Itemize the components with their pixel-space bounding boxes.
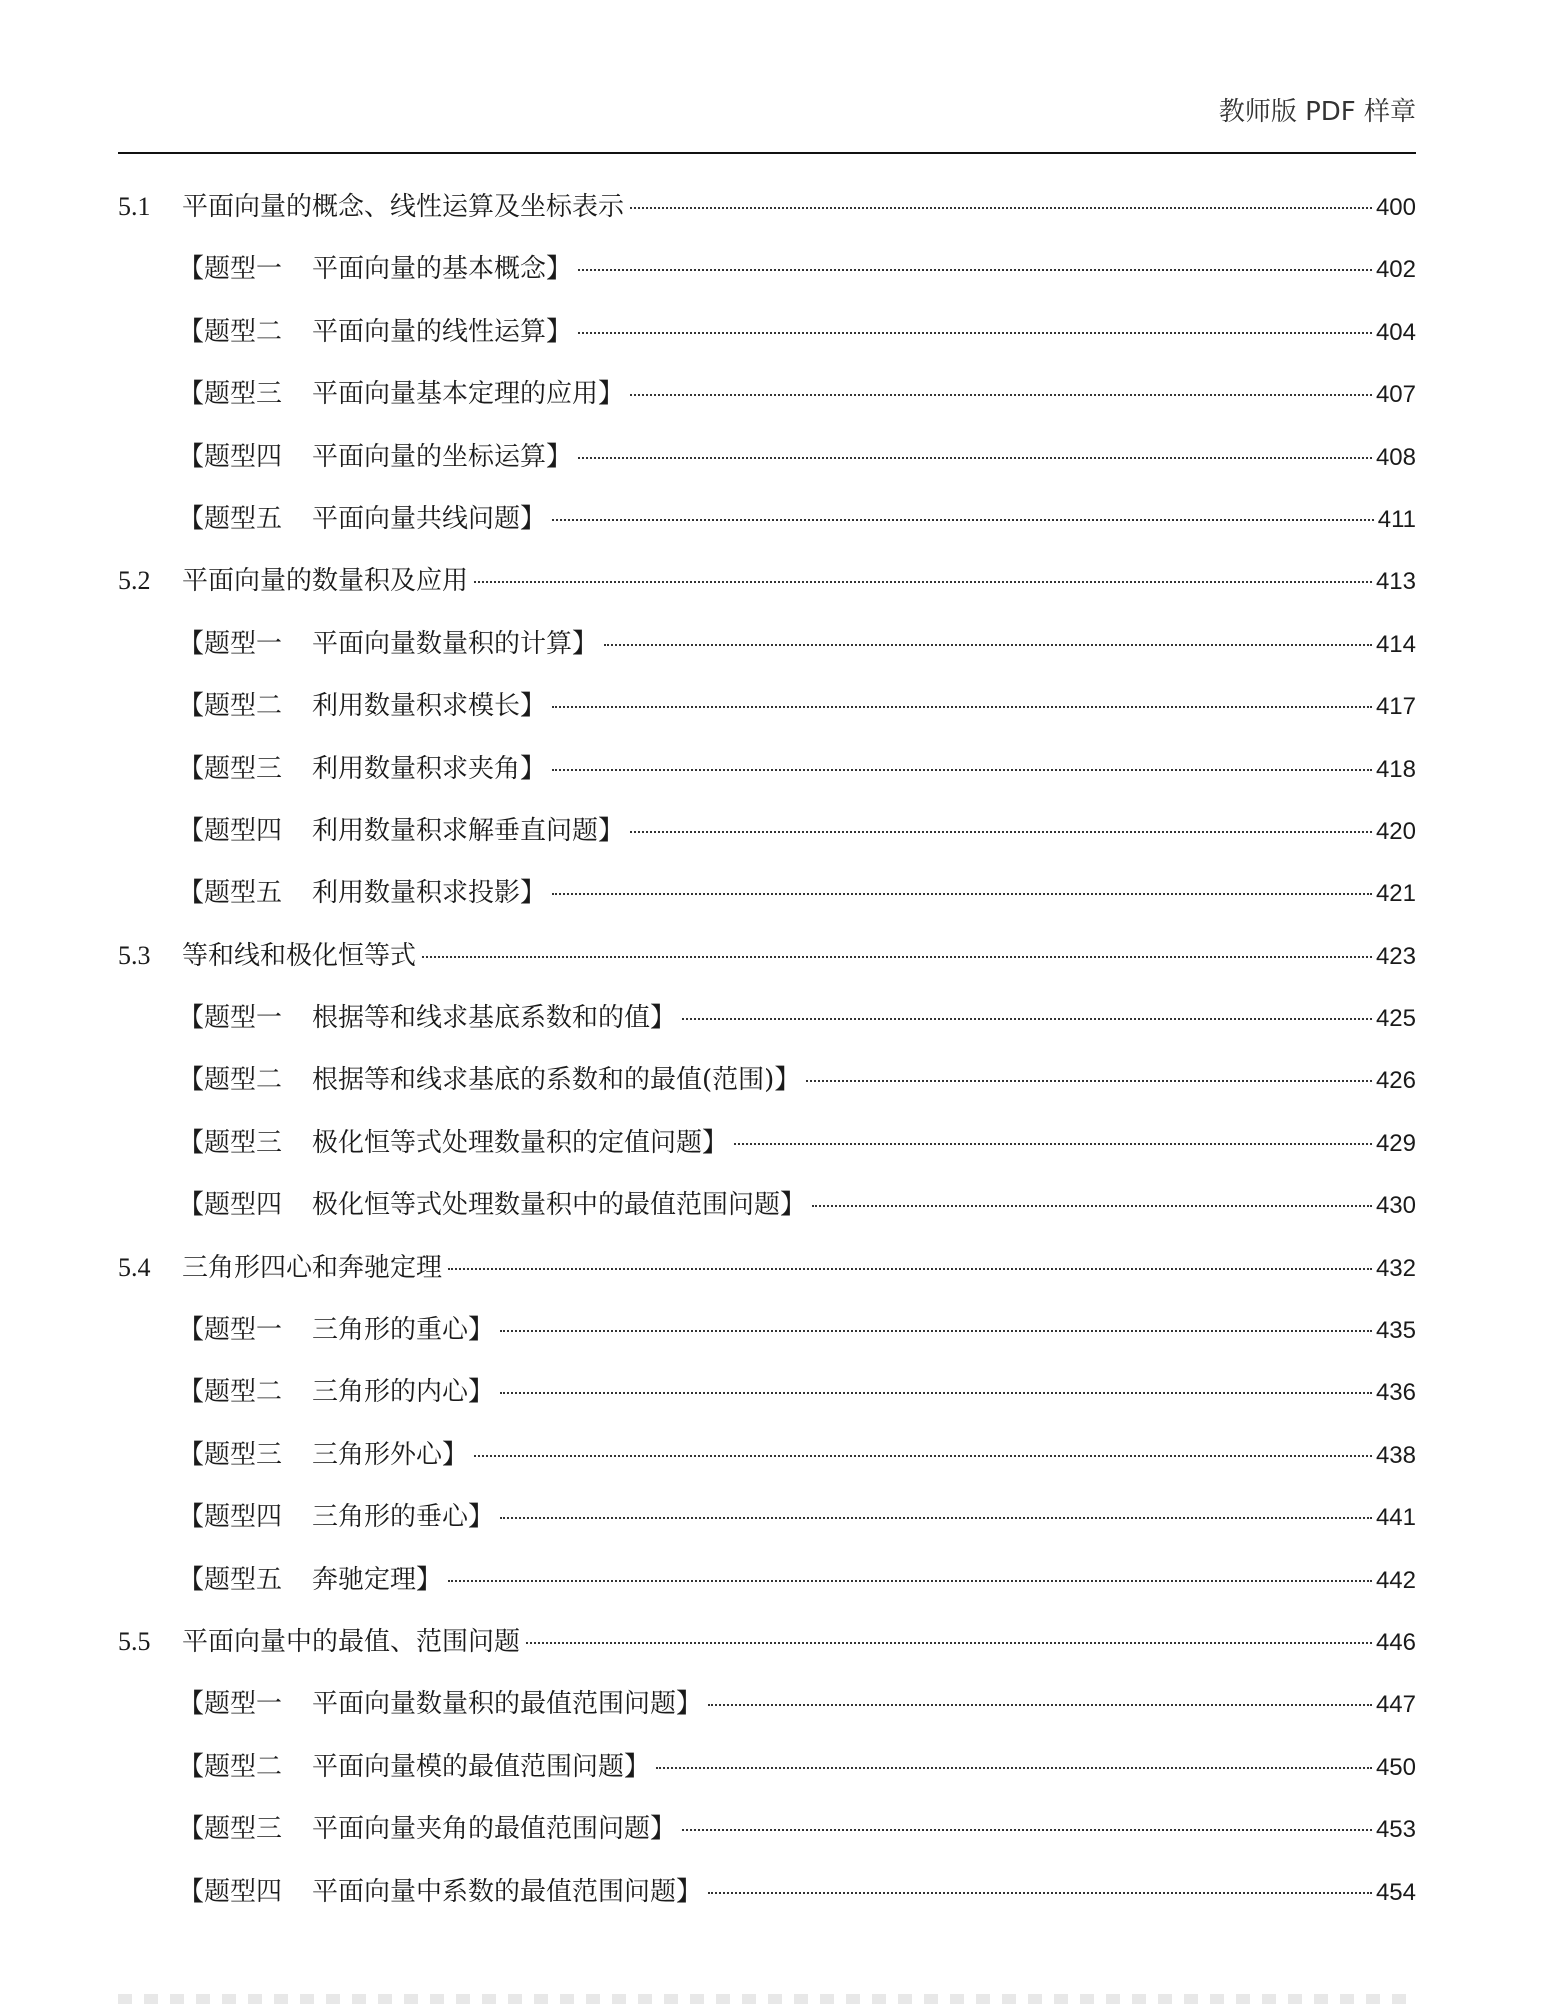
left-bracket: 【 (178, 1439, 205, 1470)
left-bracket: 【 (178, 1377, 205, 1408)
left-bracket: 【 (178, 815, 205, 846)
right-bracket: 】 (650, 1003, 677, 1034)
toc-subentry[interactable] (118, 488, 1416, 550)
right-bracket: 】 (780, 1190, 807, 1221)
dot-leader (578, 268, 1372, 271)
dot-leader (448, 1579, 1372, 1582)
dot-leader (806, 1079, 1372, 1082)
left-bracket: 【 (178, 254, 205, 285)
page-number: 417 (1375, 693, 1416, 721)
page-number: 435 (1375, 1317, 1416, 1345)
question-type-title: 平面向量中系数的最值范围问题 (312, 1876, 677, 1907)
section-number: 5.4 (118, 1252, 151, 1282)
page-number: 454 (1375, 1878, 1416, 1906)
question-type-label: 题型三 (204, 753, 283, 784)
question-type-label: 题型一 (204, 254, 283, 285)
question-type-title: 三角形的内心 (312, 1377, 469, 1408)
toc-section[interactable] (118, 550, 1416, 612)
question-type-title: 三角形的垂心 (312, 1502, 469, 1533)
page-number: 413 (1375, 568, 1416, 596)
question-type-label: 题型五 (204, 1564, 283, 1595)
toc-subentry[interactable] (118, 1299, 1416, 1361)
page-header (118, 92, 1416, 154)
section-number: 5.1 (118, 192, 151, 221)
section-title: 平面向量的概念、线性运算及坐标表示 (182, 192, 625, 222)
section-number: 5.3 (118, 940, 151, 970)
left-bracket: 【 (178, 1003, 205, 1034)
question-type-title: 平面向量的坐标运算 (312, 441, 547, 472)
toc-subentry[interactable] (118, 862, 1416, 924)
question-type-title: 三角形的重心 (312, 1315, 469, 1346)
right-bracket: 】 (774, 1065, 801, 1096)
toc-subentry[interactable] (118, 301, 1416, 363)
page-number: 402 (1375, 256, 1416, 284)
toc-subentry[interactable] (118, 1424, 1416, 1486)
toc-subentry[interactable] (118, 238, 1416, 300)
question-type-label: 题型二 (204, 1065, 283, 1096)
question-type-title: 平面向量夹角的最值范围问题 (312, 1814, 651, 1845)
left-bracket: 【 (178, 1689, 205, 1720)
question-type-title: 利用数量积求模长 (312, 691, 521, 722)
dot-leader (500, 1329, 1372, 1332)
toc-subentry[interactable] (118, 426, 1416, 488)
section-title: 三角形四心和奔驰定理 (182, 1252, 443, 1283)
page-number: 447 (1375, 1691, 1416, 1719)
dot-leader (708, 1703, 1372, 1706)
right-bracket: 】 (520, 503, 547, 534)
question-type-label: 题型一 (204, 628, 283, 659)
left-bracket: 【 (178, 691, 205, 722)
left-bracket: 【 (178, 1190, 205, 1221)
question-type-title: 平面向量共线问题 (312, 503, 521, 534)
right-bracket: 】 (416, 1564, 443, 1595)
question-type-label: 题型三 (204, 1439, 283, 1470)
question-type-title: 平面向量的基本概念 (312, 254, 547, 285)
question-type-title: 奔驰定理 (312, 1564, 417, 1595)
page-number: 438 (1375, 1441, 1416, 1469)
question-type-title: 平面向量的线性运算 (312, 316, 547, 347)
page-number: 420 (1375, 817, 1416, 845)
right-bracket: 】 (468, 1377, 495, 1408)
dot-leader (578, 331, 1372, 334)
right-bracket: 】 (442, 1439, 469, 1470)
left-bracket: 【 (178, 628, 205, 659)
right-bracket: 】 (546, 441, 573, 472)
question-type-title: 根据等和线求基底系数和的值 (312, 1003, 651, 1034)
section-title: 平面向量的数量积及应用 (182, 566, 469, 597)
left-bracket: 【 (178, 441, 205, 472)
right-bracket: 】 (572, 628, 599, 659)
dot-leader (656, 1766, 1372, 1769)
page-number: 450 (1375, 1753, 1416, 1781)
page-number: 400 (1375, 194, 1416, 221)
question-type-title: 平面向量模的最值范围问题 (312, 1751, 625, 1782)
toc-subentry[interactable] (118, 1361, 1416, 1423)
left-bracket: 【 (178, 1502, 205, 1533)
toc-subentry[interactable] (118, 1174, 1416, 1236)
question-type-title: 利用数量积求解垂直问题 (312, 815, 599, 846)
toc-subentry[interactable] (118, 987, 1416, 1049)
page-number: 407 (1375, 381, 1416, 409)
page-number: 411 (1377, 505, 1416, 533)
left-bracket: 【 (178, 1751, 205, 1782)
left-bracket: 【 (178, 316, 205, 347)
dot-leader (552, 518, 1374, 521)
toc-section[interactable] (118, 925, 1416, 987)
left-bracket: 【 (178, 1127, 205, 1158)
dot-leader (552, 768, 1372, 771)
right-bracket: 】 (598, 815, 625, 846)
right-bracket: 】 (520, 691, 547, 722)
question-type-title: 极化恒等式处理数量积中的最值范围问题 (312, 1190, 781, 1221)
right-bracket: 】 (520, 753, 547, 784)
right-bracket: 】 (546, 316, 573, 347)
page-number: 441 (1375, 1504, 1416, 1532)
dot-leader (422, 955, 1372, 958)
question-type-title: 极化恒等式处理数量积的定值问题 (312, 1127, 703, 1158)
section-title: 等和线和极化恒等式 (182, 940, 417, 971)
page-number: 425 (1375, 1005, 1416, 1033)
question-type-label: 题型三 (204, 379, 283, 410)
dot-leader (812, 1204, 1372, 1207)
dot-leader (552, 705, 1372, 708)
question-type-label: 题型二 (204, 1377, 283, 1408)
right-bracket: 】 (598, 379, 625, 410)
question-type-label: 题型五 (204, 503, 283, 534)
section-number: 5.5 (118, 1626, 151, 1656)
page-number: 436 (1375, 1379, 1416, 1407)
page-number: 418 (1375, 755, 1416, 783)
toc-subentry[interactable] (118, 1736, 1416, 1798)
question-type-label: 题型一 (204, 1315, 283, 1346)
left-bracket: 【 (178, 379, 205, 410)
toc-subentry[interactable] (118, 1861, 1416, 1923)
toc-subentry[interactable] (118, 1673, 1416, 1735)
question-type-title: 根据等和线求基底的系数和的最值(范围) (312, 1065, 775, 1096)
toc-section[interactable] (118, 1611, 1416, 1673)
toc-section[interactable] (118, 176, 1416, 238)
question-type-label: 题型二 (204, 1751, 283, 1782)
question-type-label: 题型四 (204, 1876, 283, 1907)
page-number: 404 (1375, 318, 1416, 346)
right-bracket: 】 (676, 1876, 703, 1907)
question-type-title: 平面向量数量积的计算 (312, 628, 573, 659)
dot-leader (474, 580, 1372, 583)
dot-leader (474, 1454, 1372, 1457)
table-of-contents (118, 176, 1416, 1923)
section-title: 平面向量中的最值、范围问题 (182, 1626, 521, 1657)
page-number: 426 (1375, 1067, 1416, 1095)
toc-subentry[interactable] (118, 1049, 1416, 1111)
toc-subentry[interactable] (118, 1486, 1416, 1548)
page-number: 408 (1375, 443, 1416, 471)
dot-leader (630, 393, 1372, 396)
dot-leader (682, 1017, 1372, 1020)
dot-leader (708, 1891, 1372, 1894)
left-bracket: 【 (178, 1564, 205, 1595)
dot-leader (734, 1142, 1372, 1145)
question-type-label: 题型五 (204, 878, 283, 909)
question-type-title: 利用数量积求投影 (312, 878, 521, 909)
toc-subentry[interactable] (118, 675, 1416, 737)
question-type-title: 利用数量积求夹角 (312, 753, 521, 784)
question-type-label: 题型四 (204, 1190, 283, 1221)
toc-subentry[interactable] (118, 1549, 1416, 1611)
section-number: 5.2 (118, 566, 151, 596)
toc-section[interactable] (118, 1237, 1416, 1299)
question-type-title: 三角形外心 (312, 1439, 443, 1470)
left-bracket: 【 (178, 1814, 205, 1845)
page-number: 442 (1375, 1566, 1416, 1594)
dot-leader (500, 1391, 1372, 1394)
question-type-label: 题型三 (204, 1814, 283, 1845)
question-type-label: 题型四 (204, 815, 283, 846)
toc-subentry[interactable] (118, 800, 1416, 862)
toc-subentry[interactable] (118, 1798, 1416, 1860)
question-type-label: 题型三 (204, 1127, 283, 1158)
question-type-title: 平面向量数量积的最值范围问题 (312, 1689, 677, 1720)
right-bracket: 】 (702, 1127, 729, 1158)
toc-subentry[interactable] (118, 738, 1416, 800)
dot-leader (604, 643, 1372, 646)
page-number: 429 (1375, 1129, 1416, 1157)
question-type-label: 题型四 (204, 441, 283, 472)
dot-leader (578, 456, 1372, 459)
question-type-label: 题型一 (204, 1689, 283, 1720)
dot-leader (682, 1828, 1372, 1831)
page-number: 414 (1375, 630, 1416, 658)
page-number: 421 (1375, 880, 1416, 908)
question-type-label: 题型二 (204, 691, 283, 722)
dot-leader (552, 892, 1372, 895)
dot-leader (526, 1641, 1372, 1644)
dot-leader (500, 1516, 1372, 1519)
right-bracket: 】 (546, 254, 573, 285)
question-type-label: 题型四 (204, 1502, 283, 1533)
left-bracket: 【 (178, 753, 205, 784)
question-type-label: 题型二 (204, 316, 283, 347)
dot-leader (630, 830, 1372, 833)
right-bracket: 】 (650, 1814, 677, 1845)
dot-leader (448, 1267, 1372, 1270)
page-number: 446 (1375, 1628, 1416, 1656)
question-type-title: 平面向量基本定理的应用 (312, 379, 599, 410)
right-bracket: 】 (468, 1502, 495, 1533)
page-number: 423 (1375, 942, 1416, 970)
left-bracket: 【 (178, 1065, 205, 1096)
cut-off-footer-text (118, 1994, 1416, 2004)
left-bracket: 【 (178, 878, 205, 909)
toc-subentry[interactable] (118, 613, 1416, 675)
page-number: 430 (1375, 1192, 1416, 1220)
dot-leader (630, 206, 1372, 209)
toc-subentry[interactable] (118, 1112, 1416, 1174)
toc-subentry[interactable] (118, 363, 1416, 425)
left-bracket: 【 (178, 1315, 205, 1346)
right-bracket: 】 (468, 1315, 495, 1346)
question-type-label: 题型一 (204, 1003, 283, 1034)
right-bracket: 】 (624, 1751, 651, 1782)
left-bracket: 【 (178, 503, 205, 534)
header-title: 教师版 PDF 样章 (1218, 97, 1416, 127)
page-number: 432 (1375, 1254, 1416, 1282)
right-bracket: 】 (676, 1689, 703, 1720)
right-bracket: 】 (520, 878, 547, 909)
left-bracket: 【 (178, 1876, 205, 1907)
page-number: 453 (1375, 1816, 1416, 1844)
